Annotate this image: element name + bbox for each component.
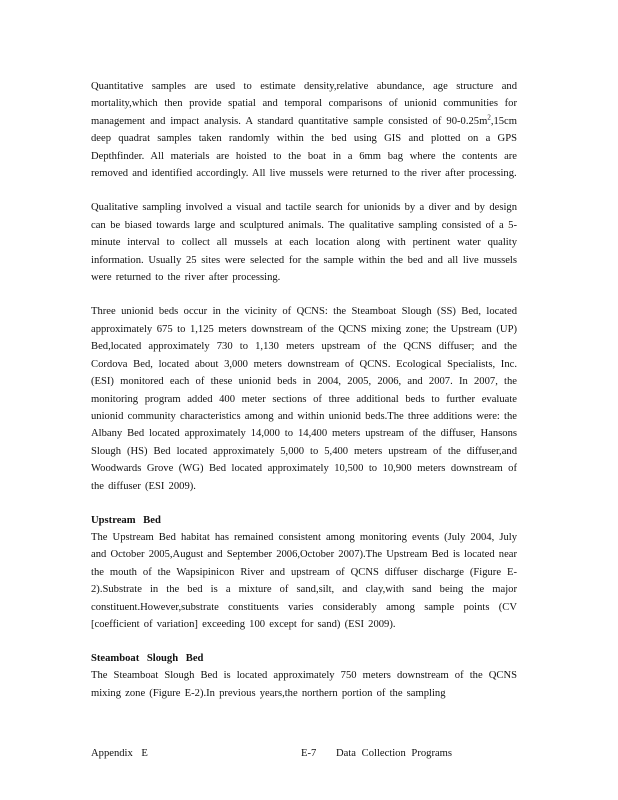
section-body-steamboat-slough-bed: The Steamboat Slough Bed is located approximately 750 meters downstream of the QCNS mixing zone (Figure E-2).In previous years,the northern portion of the sampling bbox=[91, 670, 517, 699]
footer-page-number: E-7 bbox=[301, 748, 317, 759]
paragraph-qualitative-sampling: Qualitative sampling involved a visual and tactile search for unionids by a diver and by design can be biased towards large and sculptured animals. The qualitative sampling consisted of a 5-minute interval to collect all mussels at each location along with pertinent water quality information. Usually 25 sites were selected for the sample within the bed and all live mussels were returned to the river after processing. bbox=[91, 202, 517, 284]
paragraph-quantitative-samples bbox=[91, 78, 517, 182]
footer-appendix-label: Appendix E bbox=[91, 748, 148, 759]
paragraph-text: Quantitative samples are used to estimate density,relative abundance, age structure and mortality,which then provide spatial and temporal comparisons of unionid communities for management and impact analysis. A standard quantitative sample consisted of 90-0.25m bbox=[91, 81, 517, 127]
section-heading-upstream-bed: Upstream Bed bbox=[91, 514, 161, 526]
section-body-upstream-bed: The Upstream Bed habitat has remained consistent among monitoring events (July 2004, July and October 2005,August and September 2006,October 2007).The Upstream Bed is located near the mouth of the Wapsipinicon River and upstream of QCNS diffuser discharge (Figure E-2).Substrate in the bed is a mixture of sand,silt, and clay,with sand being the major constituent.However,substrate constituents varies considerably among sample points (CV [coefficient of variation] exceeding 100 except for sand) (ESI 2009). bbox=[91, 531, 518, 630]
section-heading-steamboat-slough-bed: Steamboat Slough Bed bbox=[91, 653, 204, 665]
superscript: 2 bbox=[487, 113, 491, 122]
paragraph-text-continued: ,15cm deep quadrat samples taken randomly within the bed using GIS and plotted on a GPS Depthfinder. All materials are hoisted to the boat in a 6mm bag where the contents are removed and identified accordingly. All live mussels were returned to the river after processing. bbox=[91, 115, 517, 180]
page-content bbox=[91, 78, 517, 719]
paragraph-unionid-beds: Three unionid beds occur in the vicinity of QCNS: the Steamboat Slough (SS) Bed, located approximately 675 to 1,125 meters downstream of the QCNS mixing zone; the Upstream (UP) Bed,located approximately 730 to 1,130 meters upstream of the QCNS diffuser; and the Cordova Bed, located about 3,000 meters downstream of QCNS. Ecological Specialists, Inc. (ESI) monitored each of these unionid beds in 2004, 2005, 2006, and 2007. In 2007, the monitoring program added 400 meter sections of three additional beds to further evaluate unionid community characteristics among and within unionid beds.The three additions were: the Albany Bed located approximately 14,000 to 14,400 meters upstream of the diffuser, Hansons Slough (HS) Bed located approximately 5,000 to 5,400 meters upstream of the diffuser,and Woodwards Grove (WG) Bed located approximately 10,500 to 10,900 meters downstream of the diffuser (ESI 2009). bbox=[91, 306, 517, 492]
footer-section-title: Data Collection Programs bbox=[336, 748, 453, 759]
